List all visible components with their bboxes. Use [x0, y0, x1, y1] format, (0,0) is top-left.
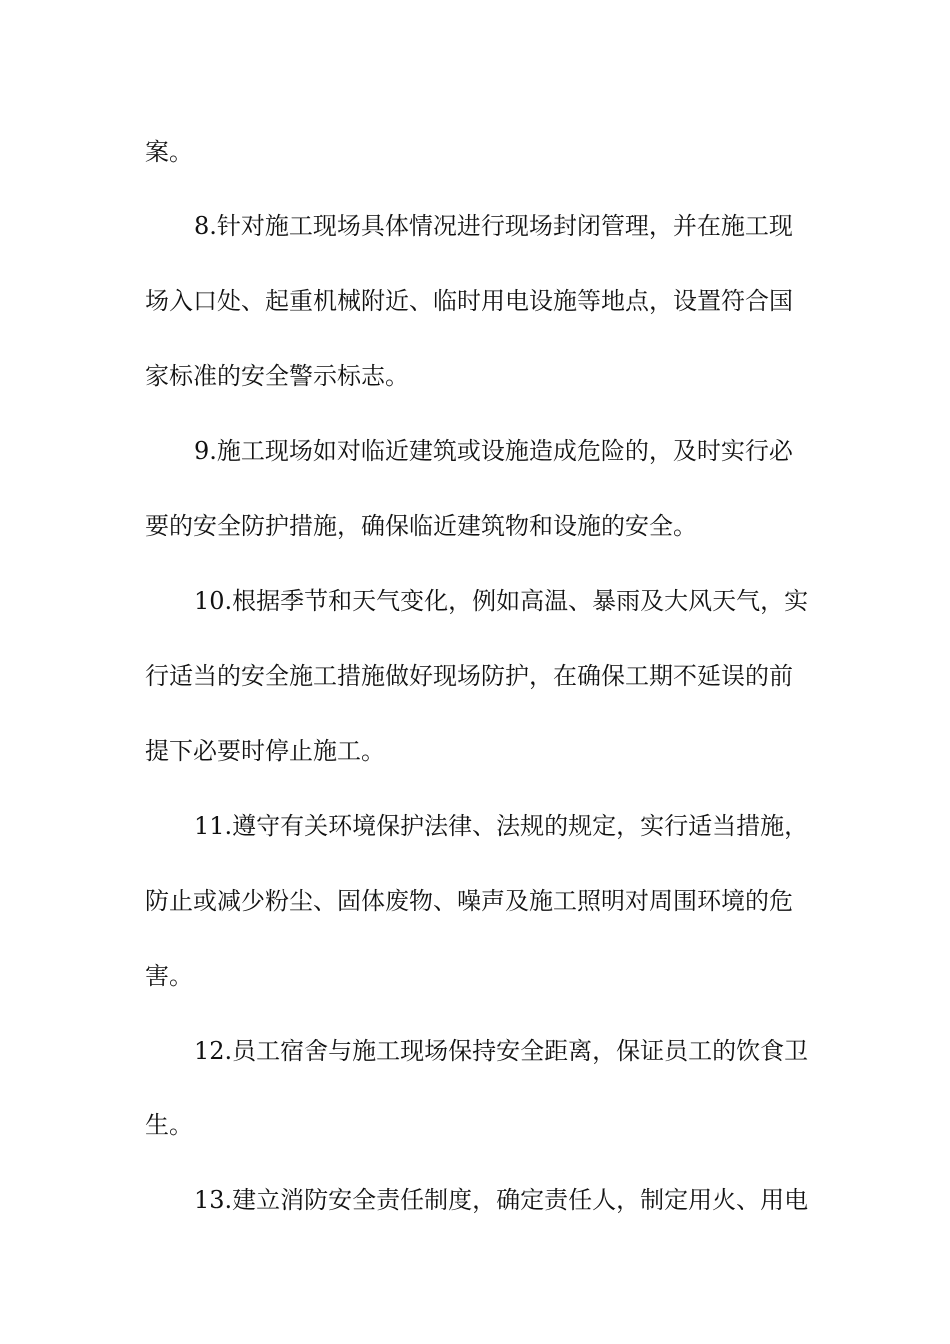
paragraph-continuation-line: 案。 — [145, 138, 193, 166]
paragraph-8-line-2: 场入口处、起重机械附近、临时用电设施等地点，设置符合国 — [145, 287, 793, 315]
paragraph-10-line-2: 行适当的安全施工措施做好现场防护，在确保工期不延误的前 — [145, 662, 793, 690]
paragraph-9-line-1: 9.施工现场如对临近建筑或设施造成危险的，及时实行必 — [194, 437, 793, 465]
paragraph-12-line-1: 12.员工宿舍与施工现场保持安全距离，保证员工的饮食卫 — [194, 1037, 809, 1065]
paragraph-8-line-1: 8.针对施工现场具体情况进行现场封闭管理，并在施工现 — [194, 212, 793, 240]
paragraph-10-line-1: 10.根据季节和天气变化，例如高温、暴雨及大风天气，实 — [194, 587, 809, 615]
paragraph-11-line-2: 防止或减少粉尘、固体废物、噪声及施工照明对周围环境的危 — [145, 887, 793, 915]
paragraph-11-line-1: 11.遵守有关环境保护法律、法规的规定，实行适当措施， — [194, 812, 809, 840]
paragraph-8-line-3: 家标准的安全警示标志。 — [145, 362, 409, 390]
paragraph-9-line-2: 要的安全防护措施，确保临近建筑物和设施的安全。 — [145, 512, 697, 540]
paragraph-10-line-3: 提下必要时停止施工。 — [145, 737, 385, 765]
paragraph-13-line-1: 13.建立消防安全责任制度，确定责任人，制定用火、用电 — [194, 1186, 809, 1214]
paragraph-12-line-2: 生。 — [145, 1111, 193, 1139]
paragraph-11-line-3: 害。 — [145, 962, 193, 990]
